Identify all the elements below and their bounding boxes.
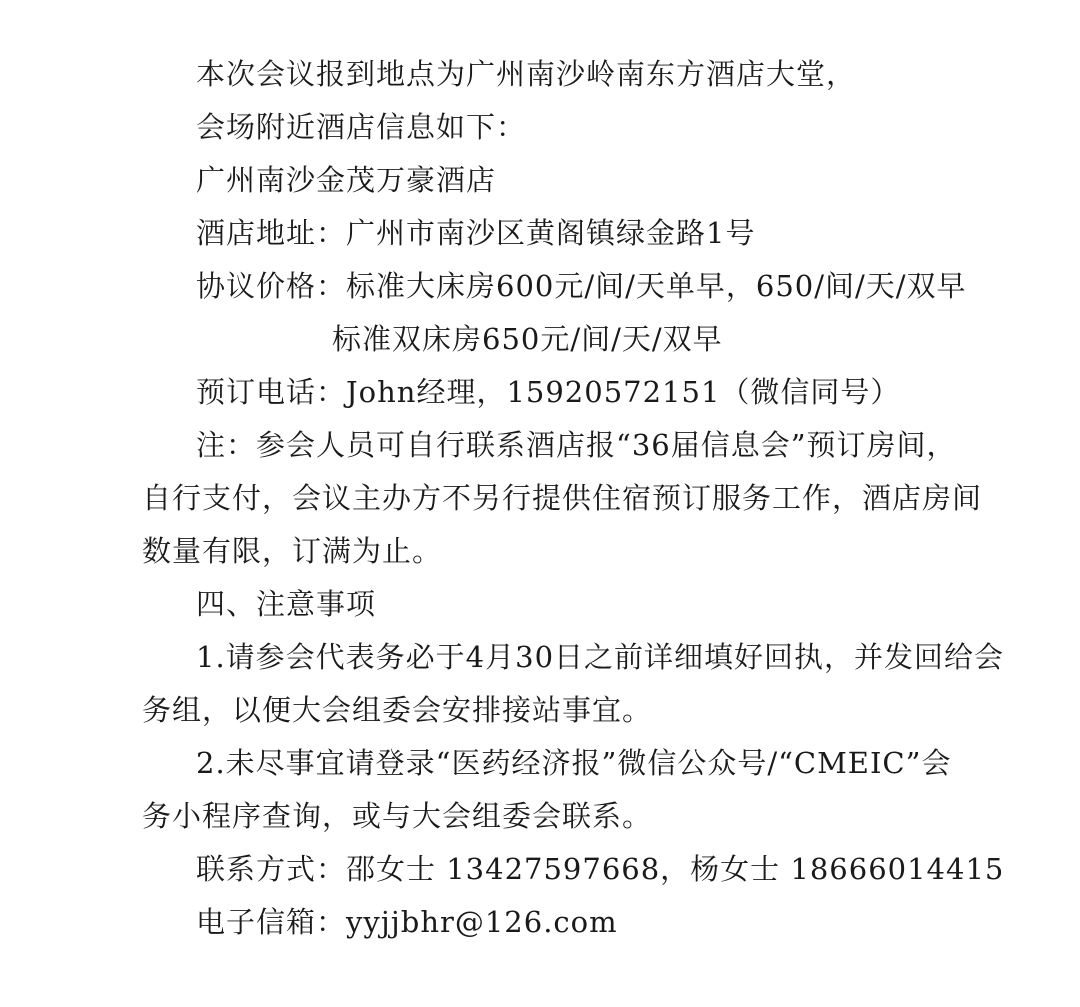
item-1-line-1: 1.请参会代表务必于4月30日之前详细填好回执，并发回给会	[196, 640, 1005, 674]
hotel-address: 酒店地址：广州市南沙区黄阁镇绿金路1号	[196, 216, 756, 250]
contact-info: 联系方式：邵女士 13427597668，杨女士 18666014415	[196, 852, 1005, 886]
nearby-hotels-intro: 会场附近酒店信息如下：	[196, 110, 527, 144]
item-2-line-2: 务小程序查询，或与大会组委会联系。	[142, 799, 653, 833]
note-line-2: 自行支付，会议主办方不另行提供住宿预订服务工作，酒店房间	[142, 481, 983, 515]
email-info: 电子信箱：yyjjbhr@126.com	[196, 905, 618, 939]
agreed-price-line-2: 标准双床房650元/间/天/双早	[332, 322, 723, 356]
venue-line: 本次会议报到地点为广州南沙岭南东方酒店大堂，	[196, 57, 857, 91]
item-1-line-2: 务组，以便大会组委会安排接站事宜。	[142, 693, 653, 727]
agreed-price-line-1: 协议价格：标准大床房600元/间/天单早，650/间/天/双早	[196, 269, 967, 303]
hotel-name: 广州南沙金茂万豪酒店	[196, 163, 497, 197]
item-2-line-1: 2.未尽事宜请登录“医药经济报”微信公众号/“CMEIC”会	[196, 746, 952, 780]
note-line-3: 数量有限，订满为止。	[142, 534, 443, 568]
booking-phone: 预订电话：John经理，15920572151（微信同号）	[196, 375, 901, 409]
note-line-1: 注：参会人员可自行联系酒店报“36届信息会”预订房间，	[196, 428, 957, 462]
section-heading: 四、注意事项	[196, 587, 377, 621]
